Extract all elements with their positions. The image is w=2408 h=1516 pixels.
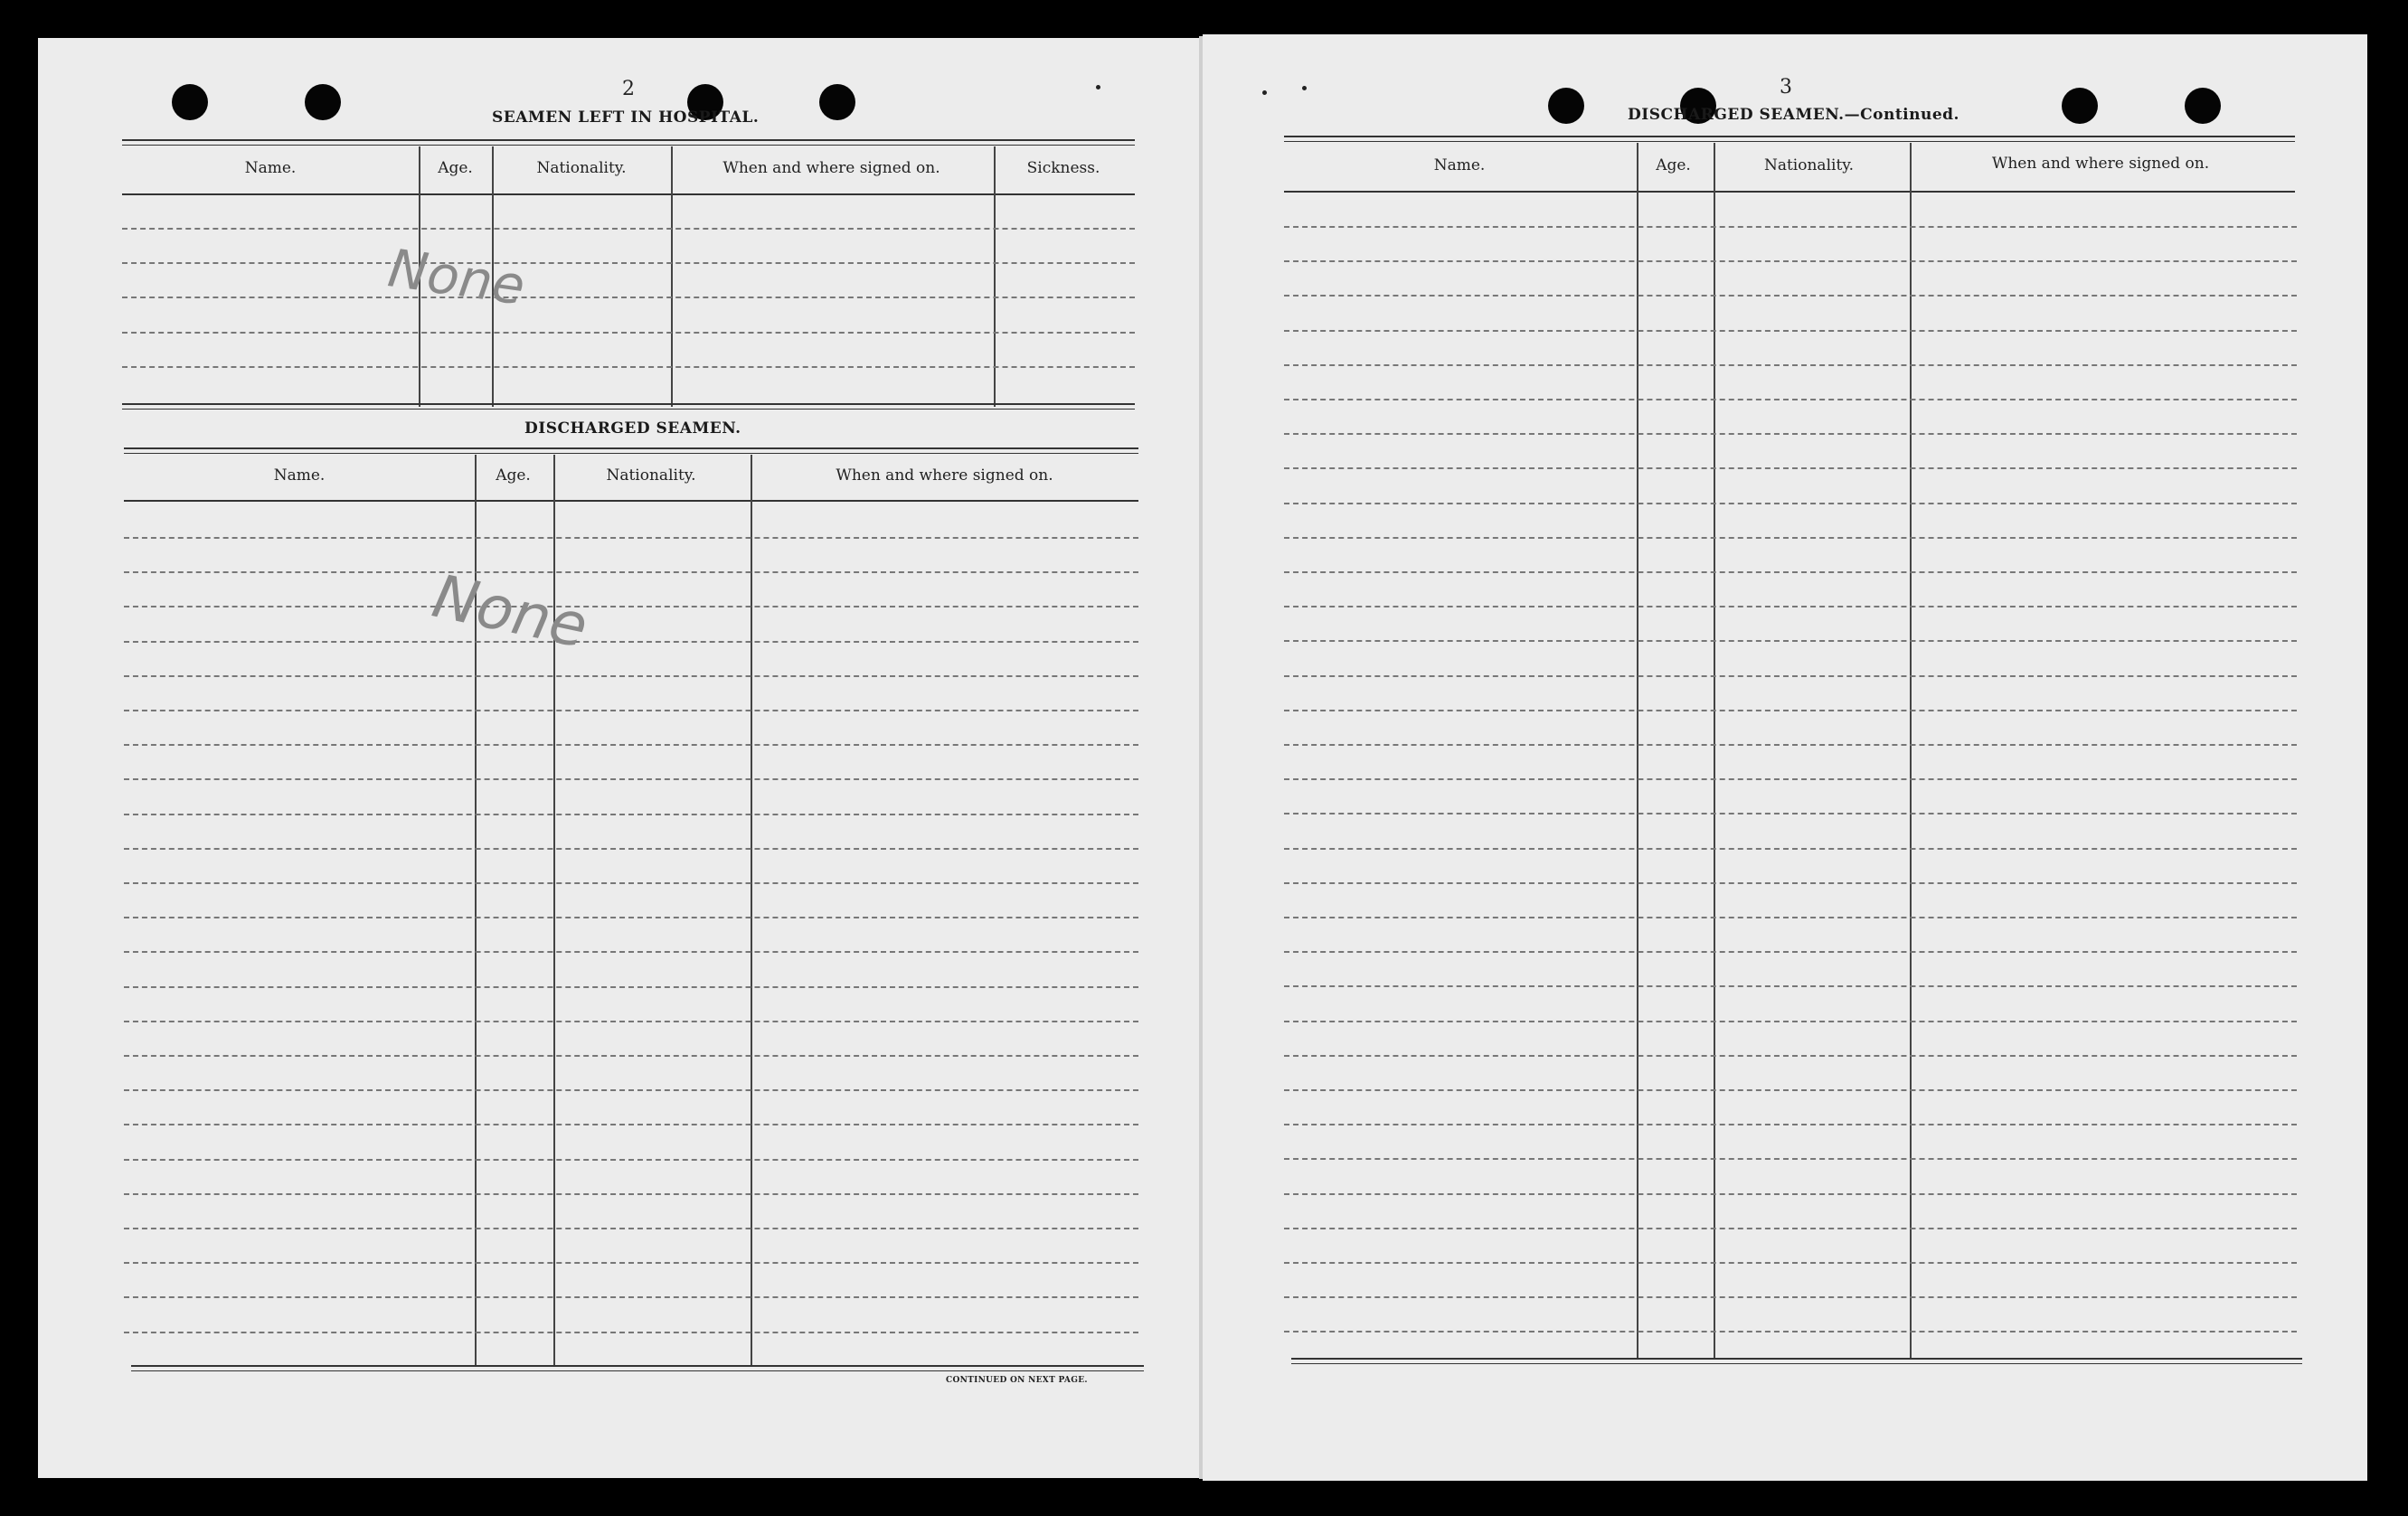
dotted-row-line bbox=[1284, 364, 2297, 366]
dotted-row-line bbox=[124, 1262, 1138, 1264]
header-bottom-rule bbox=[124, 500, 1138, 502]
ink-speck bbox=[1262, 90, 1267, 95]
section-rule bbox=[122, 403, 1135, 405]
dotted-row-line bbox=[1284, 744, 2297, 746]
ink-speck bbox=[1302, 86, 1307, 90]
dotted-row-line bbox=[124, 744, 1138, 746]
header-bottom-rule bbox=[1284, 191, 2295, 193]
discharged-continued-title: DISCHARGED SEAMEN.—Continued. bbox=[1628, 106, 1959, 124]
dotted-row-line bbox=[1284, 571, 2297, 573]
table-top-rule bbox=[124, 453, 1138, 454]
dotted-row-line bbox=[1284, 640, 2297, 642]
table-bottom-rule bbox=[1291, 1358, 2302, 1360]
column-header-name: Name. bbox=[273, 466, 326, 485]
column-divider bbox=[1910, 143, 1912, 1360]
dotted-row-line bbox=[1284, 951, 2297, 953]
dotted-row-line bbox=[1284, 1089, 2297, 1091]
column-divider bbox=[671, 146, 673, 407]
punch-hole bbox=[819, 84, 855, 120]
column-header-signed-on: When and where signed on. bbox=[1991, 155, 2210, 173]
dotted-row-line bbox=[122, 332, 1135, 334]
table-top-rule bbox=[124, 447, 1138, 449]
dotted-row-line bbox=[124, 814, 1138, 815]
dotted-row-line bbox=[1284, 1021, 2297, 1022]
column-divider bbox=[1714, 143, 1715, 1360]
hospital-section-title: SEAMEN LEFT IN HOSPITAL. bbox=[492, 108, 760, 127]
header-bottom-rule bbox=[122, 193, 1135, 195]
dotted-row-line bbox=[1284, 710, 2297, 711]
dotted-row-line bbox=[124, 1159, 1138, 1161]
dotted-row-line bbox=[1284, 260, 2297, 262]
column-header-age: Age. bbox=[1656, 156, 1691, 174]
punch-hole bbox=[2062, 88, 2098, 124]
dotted-row-line bbox=[1284, 399, 2297, 400]
dotted-row-line bbox=[124, 882, 1138, 884]
dotted-row-line bbox=[1284, 917, 2297, 918]
dotted-row-line bbox=[124, 641, 1138, 643]
column-header-signed-on: When and where signed on. bbox=[722, 159, 940, 177]
table-top-rule bbox=[1284, 136, 2295, 137]
dotted-row-line bbox=[1284, 985, 2297, 987]
table-bottom-rule bbox=[131, 1370, 1144, 1371]
handwritten-none: None bbox=[426, 560, 594, 662]
dotted-row-line bbox=[124, 917, 1138, 918]
dotted-row-line bbox=[124, 1055, 1138, 1057]
punch-hole bbox=[172, 84, 208, 120]
dotted-row-line bbox=[124, 986, 1138, 988]
dotted-row-line bbox=[1284, 778, 2297, 780]
dotted-row-line bbox=[1284, 1228, 2297, 1229]
section-rule bbox=[122, 409, 1135, 410]
dotted-row-line bbox=[1284, 467, 2297, 469]
ink-speck bbox=[1096, 85, 1100, 89]
column-header-nationality: Nationality. bbox=[1763, 156, 1855, 174]
column-header-sickness: Sickness. bbox=[1026, 159, 1100, 177]
dotted-row-line bbox=[124, 537, 1138, 539]
dotted-row-line bbox=[1284, 1124, 2297, 1125]
dotted-row-line bbox=[1284, 1158, 2297, 1160]
dotted-row-line bbox=[124, 571, 1138, 573]
page-number: 3 bbox=[1780, 76, 1792, 99]
table-top-rule bbox=[1284, 141, 2295, 142]
table-bottom-rule bbox=[131, 1365, 1144, 1367]
page-gutter bbox=[1199, 36, 1203, 1479]
table-top-rule bbox=[122, 139, 1135, 141]
dotted-row-line bbox=[1284, 226, 2297, 228]
punch-hole bbox=[1548, 88, 1584, 124]
dotted-row-line bbox=[1284, 503, 2297, 504]
dotted-row-line bbox=[1284, 848, 2297, 850]
dotted-row-line bbox=[1284, 1296, 2297, 1298]
column-divider bbox=[1637, 143, 1638, 1360]
dotted-row-line bbox=[1284, 675, 2297, 677]
dotted-row-line bbox=[1284, 537, 2297, 539]
dotted-row-line bbox=[1284, 330, 2297, 332]
continued-note: CONTINUED ON NEXT PAGE. bbox=[946, 1376, 1088, 1385]
dotted-row-line bbox=[124, 675, 1138, 677]
dotted-row-line bbox=[124, 951, 1138, 953]
dotted-row-line bbox=[124, 1193, 1138, 1195]
dotted-row-line bbox=[124, 606, 1138, 607]
dotted-row-line bbox=[122, 262, 1135, 264]
dotted-row-line bbox=[124, 778, 1138, 780]
dotted-row-line bbox=[1284, 433, 2297, 435]
dotted-row-line bbox=[124, 848, 1138, 850]
right-page bbox=[1203, 34, 2367, 1481]
dotted-row-line bbox=[122, 297, 1135, 298]
dotted-row-line bbox=[1284, 1055, 2297, 1057]
table-top-rule bbox=[122, 145, 1135, 146]
dotted-row-line bbox=[1284, 1193, 2297, 1195]
dotted-row-line bbox=[1284, 882, 2297, 884]
column-header-name: Name. bbox=[1433, 156, 1486, 174]
dotted-row-line bbox=[1284, 813, 2297, 814]
dotted-row-line bbox=[122, 228, 1135, 230]
page-number: 2 bbox=[622, 78, 635, 100]
dotted-row-line bbox=[124, 710, 1138, 711]
column-header-age: Age. bbox=[438, 159, 473, 177]
discharged-section-title: DISCHARGED SEAMEN. bbox=[524, 419, 741, 438]
dotted-row-line bbox=[124, 1124, 1138, 1125]
column-header-age: Age. bbox=[496, 466, 531, 485]
column-header-nationality: Nationality. bbox=[606, 466, 696, 485]
dotted-row-line bbox=[1284, 1331, 2297, 1332]
dotted-row-line bbox=[124, 1021, 1138, 1022]
dotted-row-line bbox=[122, 366, 1135, 368]
table-bottom-rule bbox=[1291, 1363, 2302, 1364]
dotted-row-line bbox=[124, 1296, 1138, 1298]
dotted-row-line bbox=[124, 1089, 1138, 1091]
dotted-row-line bbox=[124, 1332, 1138, 1333]
dotted-row-line bbox=[124, 1228, 1138, 1229]
dotted-row-line bbox=[1284, 606, 2297, 607]
column-divider bbox=[994, 146, 996, 407]
punch-hole bbox=[2185, 88, 2221, 124]
dotted-row-line bbox=[1284, 1262, 2297, 1264]
punch-hole bbox=[305, 84, 341, 120]
dotted-row-line bbox=[1284, 295, 2297, 297]
column-header-name: Name. bbox=[244, 159, 297, 177]
column-header-nationality: Nationality. bbox=[536, 159, 627, 177]
handwritten-none: None bbox=[384, 237, 529, 317]
column-header-signed-on: When and where signed on. bbox=[836, 466, 1053, 485]
